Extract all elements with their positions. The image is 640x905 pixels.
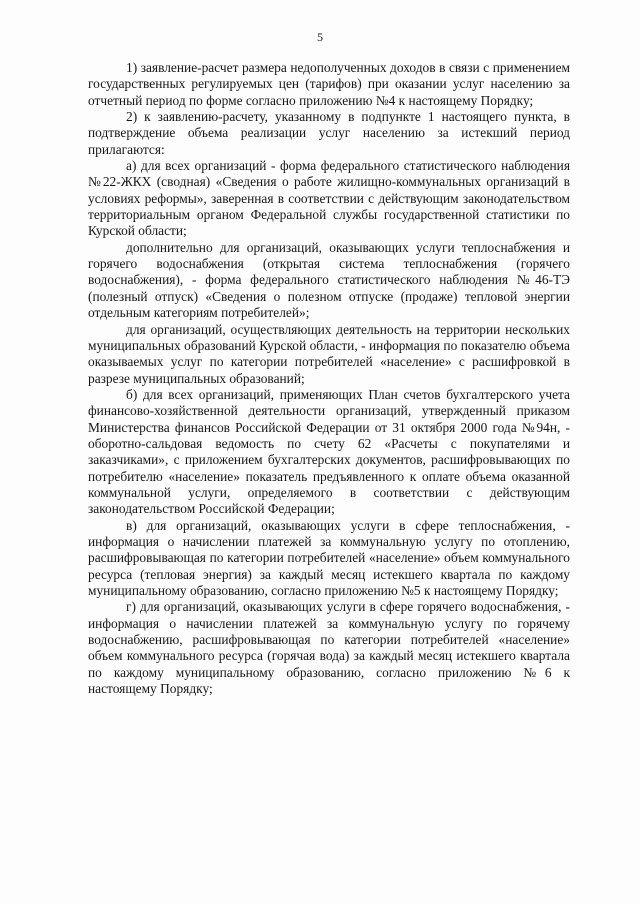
paragraph-a-form-22-zhkh: а) для всех организаций - форма федерального статистического наблюдения №22-ЖКХ (сводная) «Сведения о работе жилищно-коммунальных организаций в условиях реформы», заверенная в соответствии с действующим законодательством территориальным органом Федеральной службы государственной статистики по Курской области; [88, 158, 570, 239]
paragraph-2-attachments: 2) к заявлению-расчету, указанному в подпункте 1 настоящего пункта, в подтверждение объема реализации услуг населению за истекший период прилагаются: [88, 109, 570, 157]
page-number: 5 [317, 30, 323, 44]
document-body [88, 60, 570, 697]
paragraph-v-heating: в) для организаций, оказывающих услуги в сфере теплоснабжения, - информация о начислении платежей за коммунальную услугу по отоплению, расшифровывающая по категории потребителей «население» объем коммунального ресурса (тепловая энергия) за каждый месяц истекшего квартала по каждому муниципальному образованию, согласно приложению №5 к настоящему Порядку; [88, 517, 570, 598]
paragraph-g-hot-water: г) для организаций, оказывающих услуги в сфере горячего водоснабжения, - информация о начислении платежей за коммунальную услугу по горячему водоснабжению, расшифровывающая по категории потребителей «население» объем коммунального ресурса (горячая вода) за каждый месяц истекшего квартала по каждому муниципальному образованию, согласно приложению №6 к настоящему Порядку; [88, 599, 570, 697]
paragraph-b-turnover-statement: б) для всех организаций, применяющих План счетов бухгалтерского учета финансово-хозяйственной деятельности организаций, утвержденный приказом Министерства финансов Российской Федерации от 31 октября 2000 года №94н, - оборотно-сальдовая ведомость по счету 62 «Расчеты с покупателями и заказчиками», с приложением бухгалтерских документов, расшифровывающих по потребителю «население» показатель предъявленного к оплате объема оказанной коммунальной услуги, определяемого в соответствии с действующим законодательством Российской Федерации; [88, 386, 570, 517]
paragraph-multiple-municipalities: для организаций, осуществляющих деятельность на территории нескольких муниципальных образований Курской области, - информация по показателю объема оказываемых услуг по категории потребителей «население» с расшифровкой в разрезе муниципальных образований; [88, 321, 570, 386]
paragraph-additional-form-46-te: дополнительно для организаций, оказывающих услуги теплоснабжения и горячего водоснабжения (открытая система теплоснабжения (горячего водоснабжения), - форма федерального статистического наблюдения №46-ТЭ (полезный отпуск) «Сведения о полезном отпуске (продаже) тепловой энергии отдельным категориям потребителей»; [88, 239, 570, 321]
paragraph-1-application: 1) заявление-расчет размера недополученных доходов в связи с применением государственных регулируемых цен (тарифов) при оказании услуг населению за отчетный период по форме согласно приложению №4 к настоящему Порядку; [88, 60, 570, 108]
